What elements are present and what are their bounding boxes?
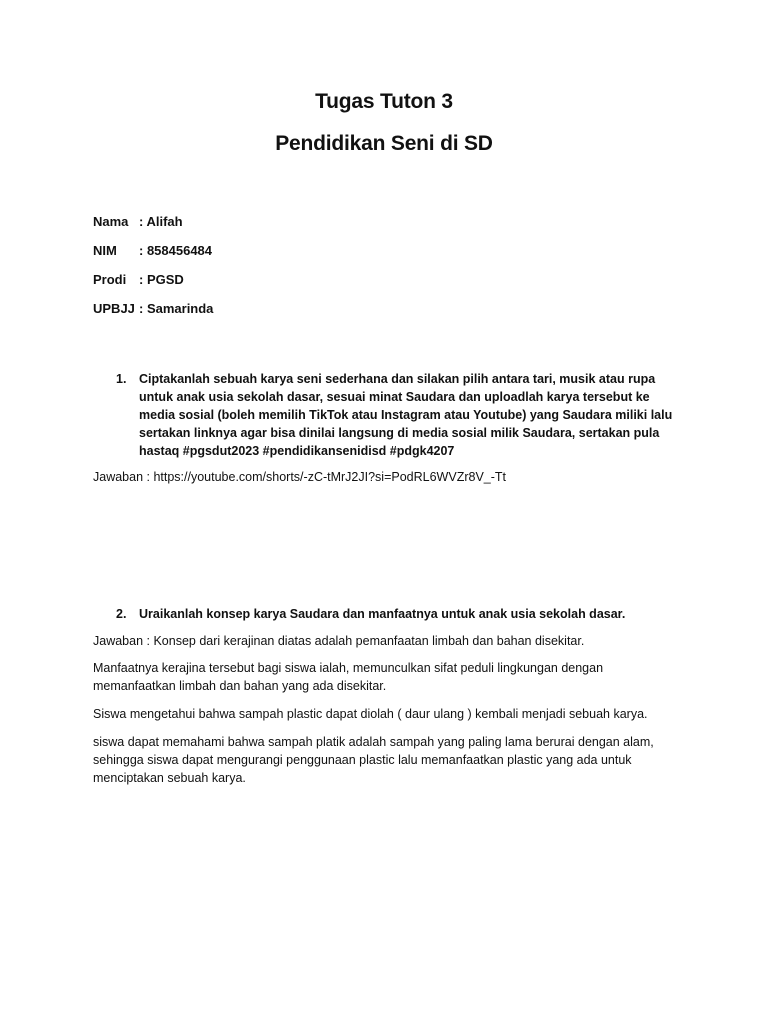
document-subtitle: Pendidikan Seni di SD xyxy=(275,132,493,155)
identity-label: UPBJJ xyxy=(93,301,135,316)
question-number: 1. xyxy=(116,372,127,386)
question-line: Uraikanlah konsep karya Saudara dan manfaatnya untuk anak usia sekolah dasar. xyxy=(139,607,626,621)
identity-label: Prodi xyxy=(93,272,127,287)
question-text xyxy=(139,370,679,460)
question-line: Ciptakanlah sebuah karya seni sederhana dan silakan pilih antara tari, musik atau rupa xyxy=(139,372,656,386)
answer-2-paragraph xyxy=(93,705,683,723)
identity-value: : PGSD xyxy=(139,272,184,287)
paragraph-line: menciptakan sebuah karya. xyxy=(93,771,246,785)
question-text xyxy=(139,605,699,623)
identity-value: : Alifah xyxy=(139,214,183,229)
answer-2: Jawaban : Konsep dari kerajinan diatas adalah pemanfaatan limbah dan bahan disekitar. xyxy=(93,634,585,648)
answer-1: Jawaban : https://youtube.com/shorts/-zC-tMrJ2JI?si=PodRL6WVZr8V_-Tt xyxy=(93,470,507,484)
question-number: 2. xyxy=(116,607,127,621)
question-line: sertakan linknya agar bisa dinilai langsung di media sosial milik Saudara, sertakan pula xyxy=(139,426,660,440)
question-line: untuk anak usia sekolah dasar, sesuai minat Saudara dan uploadlah karya tersebut ke xyxy=(139,390,650,404)
paragraph-line: Siswa mengetahui bahwa sampah plastic dapat diolah ( daur ulang ) kembali menjadi sebuah karya. xyxy=(93,707,648,721)
answer-2-paragraph xyxy=(93,733,683,787)
paragraph-line: memanfaatkan limbah dan bahan yang ada disekitar. xyxy=(93,679,387,693)
identity-value: : Samarinda xyxy=(139,301,214,316)
identity-row-upbjj xyxy=(93,301,213,316)
paragraph-line: siswa dapat memahami bahwa sampah platik adalah sampah yang paling lama berurai dengan alam, xyxy=(93,735,654,749)
identity-row-nama xyxy=(93,214,183,229)
identity-row-nim xyxy=(93,243,212,258)
question-line: media sosial (boleh memilih TikTok atau Instagram atau Youtube) yang Saudara miliki lalu xyxy=(139,408,673,422)
identity-row-prodi xyxy=(93,272,184,287)
question-line: hastaq #pgsdut2023 #pendidikansenidisd #pdgk4207 xyxy=(139,444,455,458)
answer-2-paragraph xyxy=(93,659,683,695)
paragraph-line: sehingga siswa dapat mengurangi penggunaan plastic lalu memanfaatkan plastic yang ada untuk xyxy=(93,753,632,767)
identity-label: Nama xyxy=(93,214,129,229)
identity-label: NIM xyxy=(93,243,117,258)
paragraph-line: Manfaatnya kerajina tersebut bagi siswa ialah, memunculkan sifat peduli lingkungan dengan xyxy=(93,661,604,675)
document-title: Tugas Tuton 3 xyxy=(315,90,453,113)
identity-value: : 858456484 xyxy=(139,243,213,258)
